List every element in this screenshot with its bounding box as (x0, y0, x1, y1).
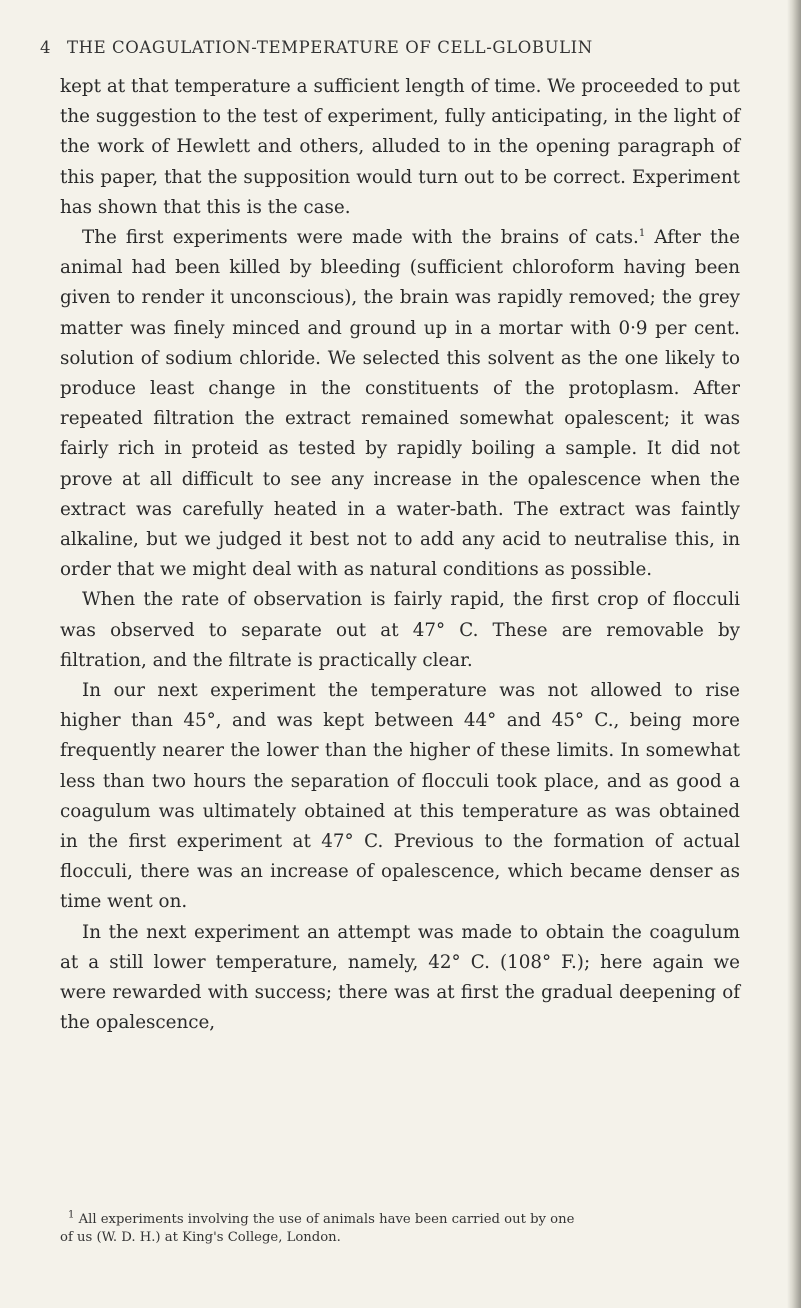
footnote-line-2: of us (W. D. H.) at King's College, London. (60, 1230, 341, 1245)
footnote-mark: 1 (68, 1209, 75, 1221)
running-title: THE COAGULATION-TEMPERATURE OF CELL-GLOBULIN (66, 38, 593, 57)
paragraph-5: In the next experiment an attempt was made to obtain the coagulum at a still lower temperature, namely, 42° C. (108° F.); here again we were rewarded with success; there was at first the gradual deepening of the opalescence, (60, 921, 740, 1034)
paragraph-2-text-after: After the animal had been killed by bleeding (sufficient chloroform having been given to render it unconscious), the brain was rapidly removed; the grey matter was finely minced and ground up in a mortar with 0·9 per cent. solution of sodium chloride. We selected this solvent as the one likely to produce least change in the constituents of the protoplasm. After repeated filtration the extract remained somewhat opalescent; it was fairly rich in proteid as tested by rapidly boiling a sample. It did not prove at all difficult to see any increase in the opalescence when the extract was carefully heated in a water-bath. The extract was faintly alkaline, but we judged it best not to add any acid to neutralise this, in order that we might deal with as natural conditions as possible. (60, 227, 740, 581)
paragraph-4: In our next experiment the temperature was not allowed to rise higher than 45°, and was kept between 44° and 45° C., being more frequently nearer the lower than the higher of these limits. In somewhat less than two hours the separation of flocculi took place, and as good a coagulum was ultimately obtained at this temperature as was obtained in the first experiment at 47° C. Previous to the formation of actual flocculi, there was an increase of opalescence, which became denser as time went on. (60, 680, 740, 913)
footnote-reference: 1 (638, 227, 646, 239)
page-number: 4 (40, 38, 52, 57)
page-edge-shadow (787, 0, 801, 1308)
running-header (40, 38, 740, 57)
footnote-text-1: All experiments involving the use of animals have been carried out by one (78, 1212, 575, 1227)
paragraph-3: When the rate of observation is fairly rapid, the first crop of flocculi was observed to separate out at 47° C. These are removable by filtration, and the filtrate is practically clear. (60, 589, 740, 671)
paragraph-1: kept at that temperature a sufficient length of time. We proceeded to put the suggestion to the test of experiment, fully anticipating, in the light of the work of Hewlett and others, alluded to in the opening paragraph of this paper, that the supposition would turn out to be correct. Experiment has shown that this is the case. (60, 76, 740, 218)
paragraph-2-text-before: The first experiments were made with the brains of cats. (82, 227, 639, 249)
footnote (60, 1211, 760, 1247)
body-text (60, 72, 740, 1039)
paragraph-2 (60, 223, 740, 585)
footnote-line-1 (60, 1211, 760, 1229)
